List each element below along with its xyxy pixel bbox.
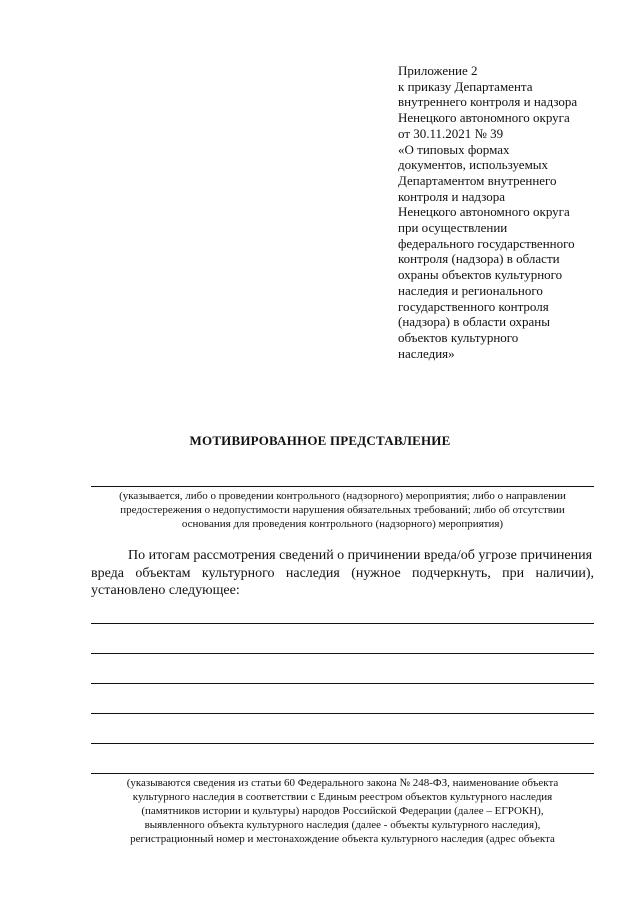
paragraph-line: установлено следующее: [91, 583, 240, 598]
paragraph-line: По итогам рассмотрения сведений о причинении вреда/об угрозе причинения [128, 548, 593, 563]
appendix-line: внутреннего контроля и надзора [398, 94, 578, 110]
fill-in-line[interactable] [91, 743, 594, 744]
appendix-line: (надзора) в области охраны [398, 314, 550, 330]
caption-basis [91, 489, 594, 531]
appendix-line: федерального государственного [398, 235, 575, 251]
appendix-line: контроля и надзора [398, 188, 506, 204]
appendix-line: объектов культурного [398, 329, 519, 345]
fill-in-line[interactable] [91, 486, 594, 487]
appendix-line: наследия и регионального [398, 282, 543, 298]
caption-line: (указываются сведения из статьи 60 Федерального закона № 248-ФЗ, наименование объекта [126, 777, 559, 789]
fill-in-line[interactable] [91, 773, 594, 774]
fill-in-line[interactable] [91, 653, 594, 654]
appendix-line: Приложение 2 [398, 63, 478, 78]
caption-line: выявленного объекта культурного наследия (далее - объекты культурного наследия), [144, 819, 541, 831]
fill-in-line[interactable] [91, 713, 594, 714]
caption-line: основания для проведения контрольного (надзорного) мероприятия) [181, 518, 504, 530]
appendix-line: контроля (надзора) в области [398, 251, 560, 267]
appendix-line: Департаментом внутреннего [398, 172, 557, 188]
body-paragraph [91, 547, 594, 600]
appendix-line: при осуществлении [398, 220, 508, 236]
fill-in-line[interactable] [91, 683, 594, 684]
appendix-line: Ненецкого автономного округа [398, 204, 570, 220]
caption-line: предостережения о недопустимости нарушения обязательных требований; либо об отсутствии [120, 504, 565, 516]
appendix-line: от 30.11.2021 № 39 [398, 125, 504, 141]
caption-line: (памятников истории и культуры) народов Российской Федерации (далее – ЕГРОКН), [141, 805, 544, 817]
caption-line: (указывается, либо о проведении контрольного (надзорного) мероприятия; либо о направлении [119, 490, 566, 502]
appendix-line: охраны объектов культурного [398, 267, 563, 283]
caption-object-info [91, 776, 594, 846]
paragraph-line: вреда объектам культурного наследия (нужное подчеркнуть, при наличии), [91, 565, 594, 581]
appendix-reference [398, 63, 598, 361]
appendix-line: наследия» [398, 345, 455, 361]
appendix-line: к приказу Департамента [398, 78, 533, 94]
caption-line: культурного наследия в соответствии с Единым реестром объектов культурного наследия [132, 791, 553, 803]
appendix-line: Ненецкого автономного округа [398, 110, 570, 126]
appendix-line: государственного контроля [398, 298, 549, 314]
document-title: МОТИВИРОВАННОЕ ПРЕДСТАВЛЕНИЕ [189, 433, 451, 448]
caption-line: регистрационный номер и местонахождение объекта культурного наследия (адрес объекта [130, 833, 555, 845]
fill-in-line[interactable] [91, 623, 594, 624]
appendix-line: «О типовых формах [398, 141, 510, 157]
appendix-line: документов, используемых [398, 157, 549, 173]
